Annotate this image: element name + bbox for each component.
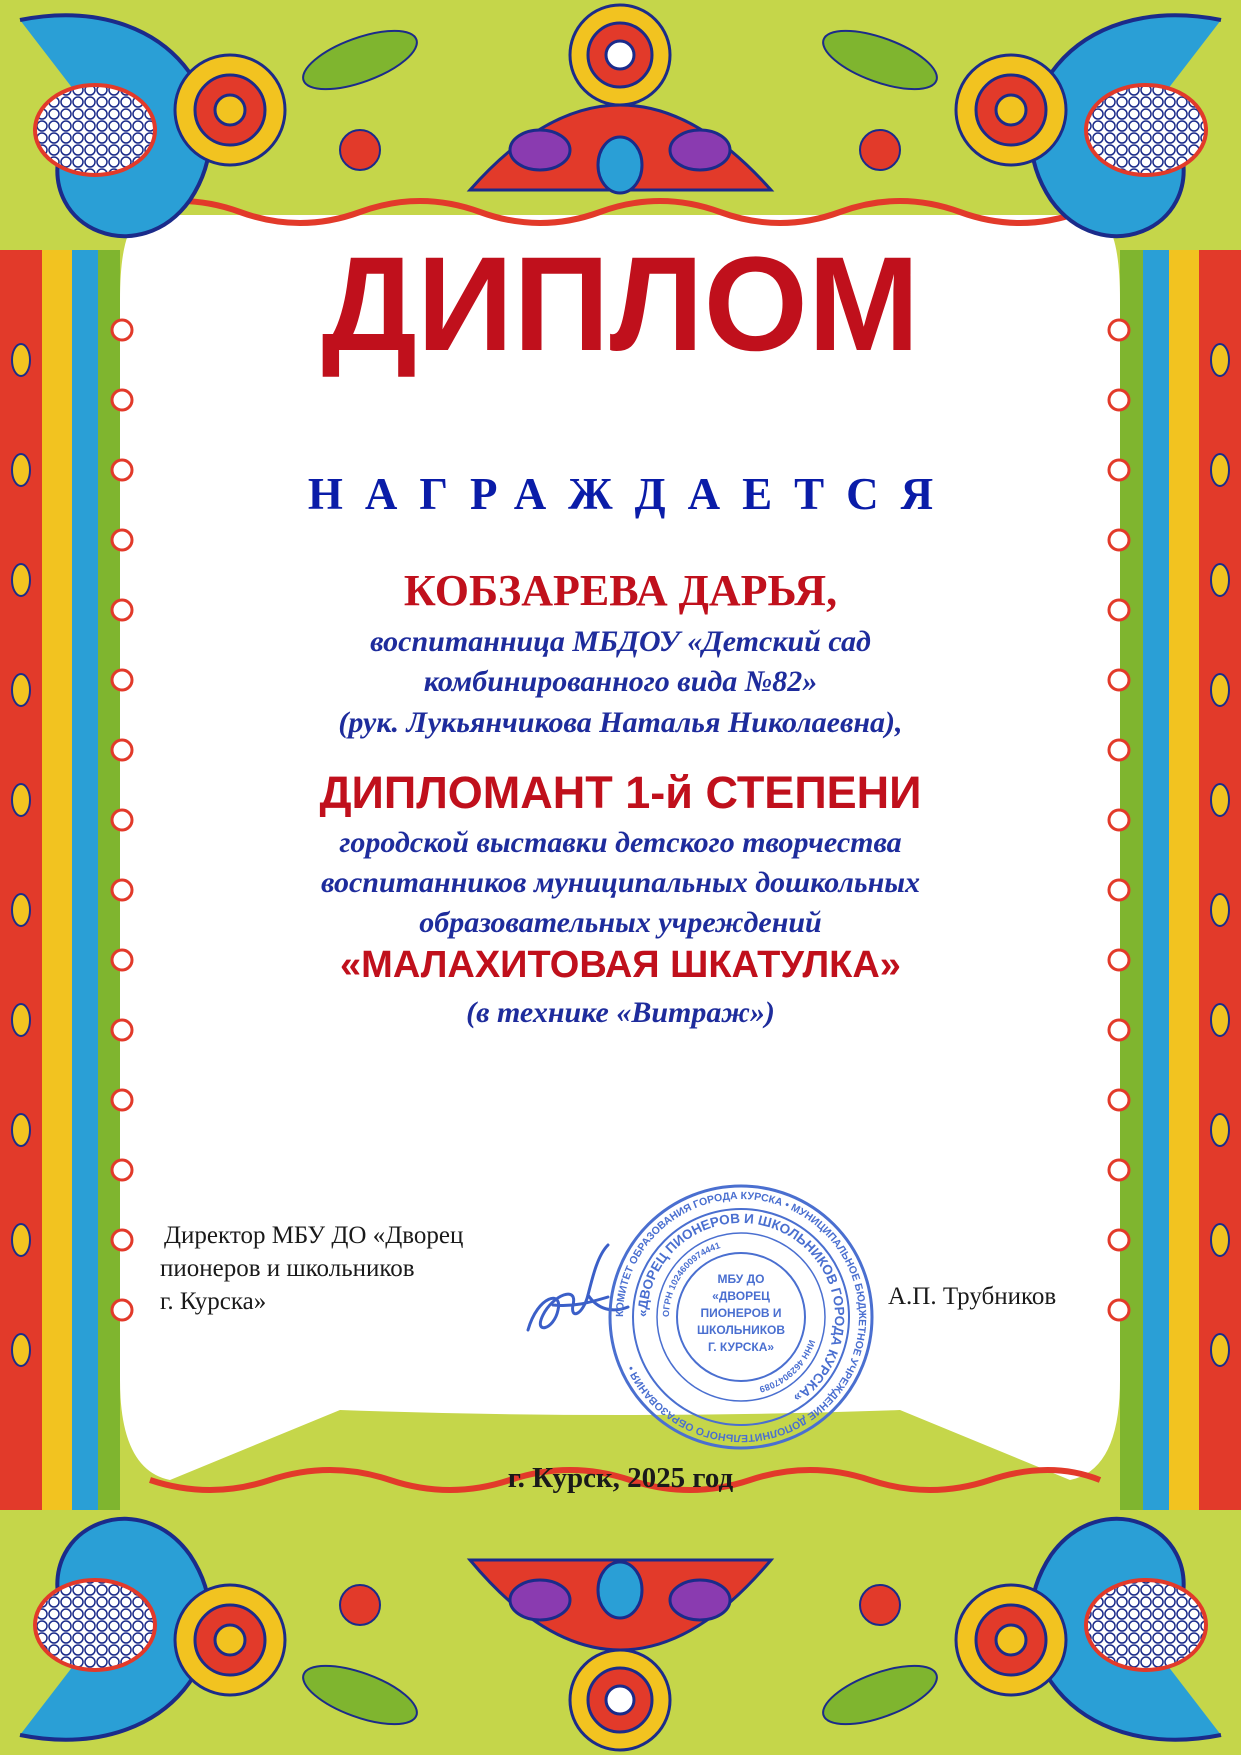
signatory-position-line: Директор МБУ ДО «Дворец [164, 1222, 464, 1249]
event-description-line: образовательных учреждений [419, 906, 822, 939]
awarded-heading: НАГРАЖДАЕТСЯ [307, 469, 956, 519]
recipient-description-line: комбинированного вида №82» [423, 665, 818, 698]
exhibition-name: «МАЛАХИТОВАЯ ШКАТУЛКА» [340, 944, 901, 986]
event-description-line: городской выставки детского творчества [339, 826, 902, 859]
official-stamp [606, 1182, 876, 1452]
stamp-ogrn: ОГРН 1024600974441 [660, 1240, 722, 1318]
signatory-name: А.П. Трубников [888, 1283, 1057, 1310]
city-year: г. Курск, 2025 год [507, 1462, 734, 1494]
recipient-name: КОБЗАРЕВА ДАРЬЯ, [403, 566, 838, 615]
event-description-line: воспитанников муниципальных дошкольных [320, 866, 921, 899]
stamp-center-line: МБУ ДО [717, 1272, 765, 1286]
stamp-center-line: Г. КУРСКА» [707, 1340, 775, 1354]
stamp-inn: ИНН 4629047089 [758, 1338, 818, 1395]
stamp-middle-text: «ДВОРЕЦ ПИОНЕРОВ И ШКОЛЬНИКОВ ГОРОДА КУРСКА» [634, 1210, 848, 1406]
technique-note: (в технике «Витраж») [466, 996, 775, 1029]
signatory-position-line: пионеров и школьников [160, 1255, 415, 1282]
recipient-description-line: воспитанница МБДОУ «Детский сад [370, 625, 871, 658]
award-degree: ДИПЛОМАНТ 1-й СТЕПЕНИ [319, 767, 922, 818]
stamp-center-line: «ДВОРЕЦ [712, 1289, 770, 1303]
diploma-title: ДИПЛОМ [321, 230, 920, 379]
stamp-center-line: ШКОЛЬНИКОВ [696, 1323, 786, 1337]
signatory-position-line: г. Курска» [160, 1288, 267, 1315]
stamp-center-line: ПИОНЕРОВ И [700, 1306, 782, 1320]
stamp-outer-text: КОМИТЕТ ОБРАЗОВАНИЯ ГОРОДА КУРСКА • МУНИЦИПАЛЬНОЕ БЮДЖЕТНОЕ УЧРЕЖДЕНИЕ ДОПОЛНИТЕЛЬНОГО ОБРАЗОВАНИЯ • [613, 1189, 869, 1445]
recipient-description-line: (рук. Лукьянчикова Наталья Николаевна), [338, 706, 903, 739]
